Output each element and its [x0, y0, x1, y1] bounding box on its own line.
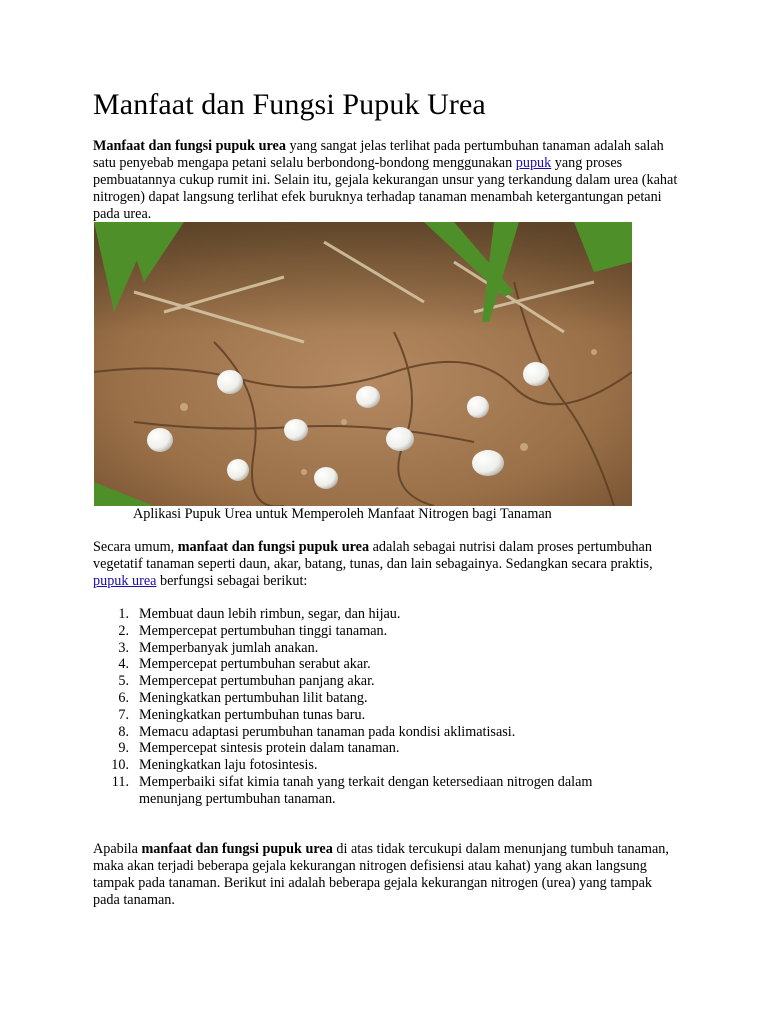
list-number: 2. — [118, 622, 129, 639]
list-item — [93, 606, 653, 623]
list-text: Membuat daun lebih rimbun, segar, dan hijau. — [139, 606, 401, 622]
para2-text-3: berfungsi sebagai berikut: — [156, 573, 308, 589]
list-number: 10. — [111, 757, 129, 774]
pupuk-urea-link[interactable]: pupuk urea — [93, 573, 157, 589]
para3-bold: manfaat dan fungsi pupuk urea — [141, 841, 333, 857]
list-number: 6. — [118, 689, 129, 706]
list-text: Memperbanyak jumlah anakan. — [139, 639, 319, 656]
list-item — [93, 757, 653, 774]
list-item — [93, 690, 653, 707]
intro-text-2: yang proses pembuatannya cukup rumit ini. Selain itu, gejala kekurangan unsur yang terkandung dalam urea (kahat nitrogen) dapat langsung terlihat efek buruknya terhadap tanaman menambah ketergantungan petani pada urea. — [93, 155, 678, 222]
list-item — [93, 673, 653, 690]
list-item — [93, 640, 653, 657]
intro-bold: Manfaat dan fungsi pupuk urea — [93, 138, 286, 154]
list-text: Mempercepat pertumbuhan panjang akar. — [139, 673, 375, 690]
list-text: Meningkatkan pertumbuhan tunas baru. — [139, 706, 366, 723]
list-number: 1. — [118, 606, 129, 622]
list-item — [93, 623, 653, 640]
para2-text-2: adalah sebagai nutrisi dalam proses pertumbuhan vegetatif tanaman seperti daun, akar, batang, tunas, dan lain sebagainya. Sedangkan secara praktis, — [93, 539, 653, 572]
list-text: Mempercepat pertumbuhan serabut akar. — [139, 656, 371, 673]
benefits-list — [93, 606, 653, 808]
list-item — [93, 724, 653, 741]
list-number: 5. — [118, 673, 129, 690]
image-caption: Aplikasi Pupuk Urea untuk Memperoleh Manfaat Nitrogen bagi Tanaman — [133, 506, 552, 522]
list-number: 9. — [118, 740, 129, 757]
page-title: Manfaat dan Fungsi Pupuk Urea — [93, 88, 486, 121]
pupuk-link[interactable]: pupuk — [515, 155, 552, 171]
deficiency-paragraph — [93, 841, 681, 909]
list-text: Mempercepat sintesis protein dalam tanaman. — [139, 740, 400, 757]
urea-photo — [94, 222, 632, 506]
list-text: Meningkatkan pertumbuhan lilit batang. — [139, 689, 368, 706]
list-item — [93, 740, 653, 757]
para3-text-2: di atas tidak tercukupi dalam menunjang tumbuh tanaman, maka akan terjadi beberapa gejala kekurangan nitrogen defisiensi atau kahat) yang akan langsung tampak pada tanaman. Berikut ini adalah beberapa gejala kekurangan nitrogen (urea) yang tampak pada tanaman. — [93, 841, 669, 908]
intro-paragraph — [93, 138, 681, 223]
list-text: Meningkatkan laju fotosintesis. — [139, 757, 318, 774]
list-number: 3. — [118, 639, 129, 656]
list-number: 8. — [118, 723, 129, 740]
para2-bold: manfaat dan fungsi pupuk urea — [177, 539, 370, 555]
list-text: Memacu adaptasi perumbuhan tanaman pada kondisi aklimatisasi. — [139, 723, 516, 740]
list-item — [93, 656, 653, 673]
list-number: 11. — [111, 773, 129, 790]
list-item — [93, 707, 653, 724]
list-number: 4. — [118, 656, 129, 673]
list-item — [93, 774, 653, 808]
para3-text-1: Apabila — [93, 841, 142, 857]
intro-text-1: yang sangat jelas terlihat pada pertumbuhan tanaman adalah salah satu penyebab mengapa petani selalu berbondong-bondong menggunakan — [93, 138, 664, 171]
list-number: 7. — [118, 706, 129, 723]
list-text: Mempercepat pertumbuhan tinggi tanaman. — [139, 622, 388, 639]
list-text: Memperbaiki sifat kimia tanah yang terkait dengan ketersediaan nitrogen dalam menunjang pertumbuhan tanaman. — [139, 773, 593, 807]
para2-text-1: Secara umum, — [93, 539, 178, 555]
general-paragraph — [93, 539, 681, 590]
